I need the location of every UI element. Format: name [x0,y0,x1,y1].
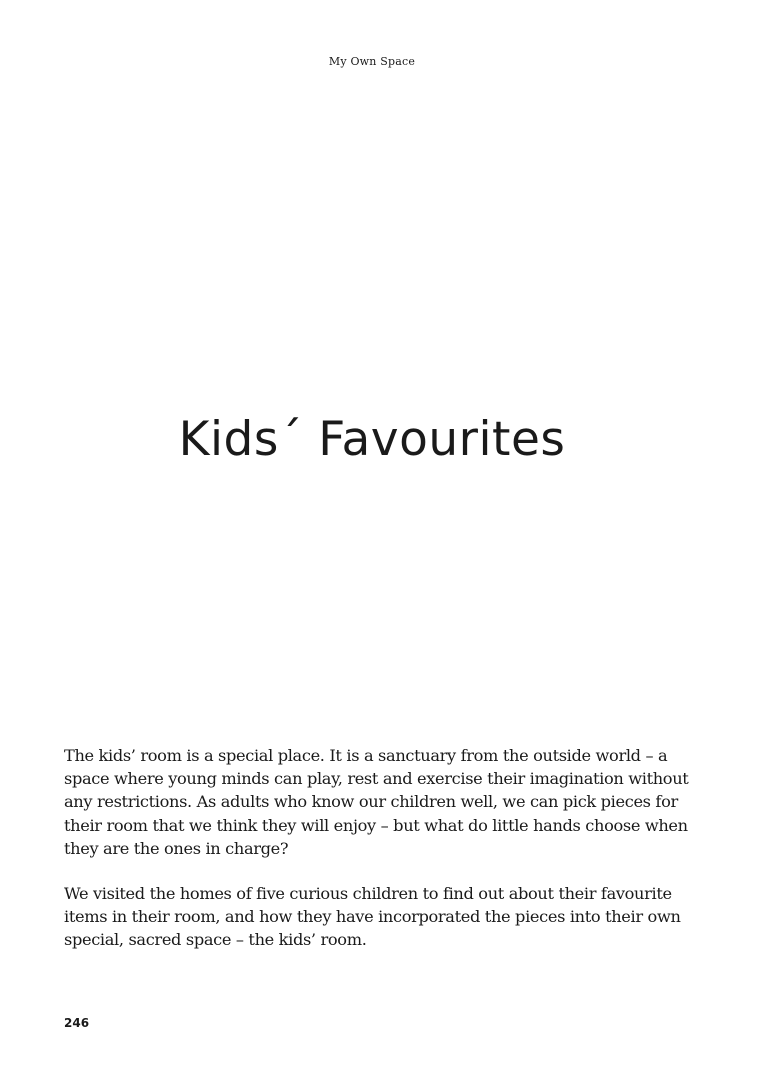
intro-text [64,744,692,974]
page-number: 246 [64,1016,90,1030]
intro-paragraph-2: We visited the homes of five curious children to find out about their favourite items in their room, and how they have incorporated the pieces into their own special, sacred space – the kids’ room. [64,884,681,950]
running-head-text: My Own Space [328,55,416,68]
page-title-text: Kids´ Favourites [178,412,566,467]
page-title [0,412,774,467]
running-head [0,55,774,68]
intro-paragraph-1: The kids’ room is a special place. It is a sanctuary from the outside world – a space where young minds can play, rest and exercise their imagination without any restrictions. As adults who know our children well, we can pick pieces for their room that we think they will enjoy – but what do little hands choose when they are the ones in charge? [64,746,689,858]
